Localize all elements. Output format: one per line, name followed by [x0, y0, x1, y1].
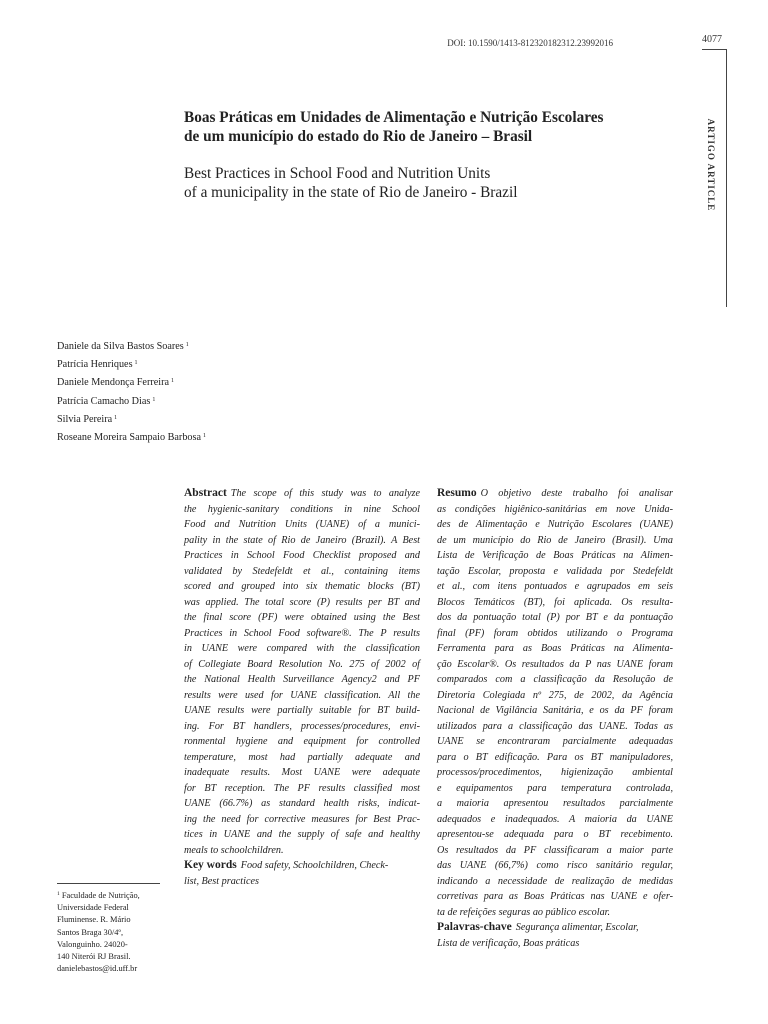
resumo-text: dos da pontuação total (P) por BT e da pontuação	[437, 612, 673, 623]
resumo-text: processos/procedimentos, higienização ambiental	[437, 767, 673, 778]
resumo-text: et al., com itens pontuados e agrupados em seis	[437, 581, 673, 592]
resumo-line	[437, 672, 673, 688]
resumo-keywords-label: Palavras-chave	[437, 921, 512, 933]
abstract-line	[184, 486, 420, 502]
header-rule-vertical	[726, 49, 727, 307]
resumo-text: indicando a necessidade de realização de medidas	[437, 875, 673, 887]
abstract-text: Practices in School Food Checklist proposed and	[184, 550, 420, 561]
abstract-line	[184, 502, 420, 518]
title-english	[184, 164, 634, 202]
title-en-line: Best Practices in School Food and Nutrition Units	[184, 165, 491, 182]
affiliation-marker: 1	[57, 891, 60, 897]
title-portuguese	[184, 108, 634, 146]
resumo-text: corretivas para as Boas Práticas nas UANE e ofer-	[437, 891, 673, 902]
resumo-section	[437, 486, 673, 951]
abstract-text: of Collegiate Board Resolution No. 275 of 2002 of	[184, 658, 420, 670]
author-name: Patrícia Henriques	[57, 359, 133, 371]
affiliation-text: 140 Niterói RJ Brasil.	[57, 952, 131, 962]
resumo-line	[437, 533, 673, 549]
resumo-line	[437, 843, 673, 859]
resumo-text: das UANE (66,7%) como risco sanitário regular,	[437, 860, 673, 871]
abstract-text: meals to schoolchildren.	[184, 844, 284, 856]
author-name: Daniele da Silva Bastos Soares	[57, 341, 184, 352]
abstract-text: pality in the state of Rio de Janeiro (Brazil). A Best	[184, 534, 420, 546]
header-rule-horizontal	[702, 49, 726, 50]
abstract-text: ing the need for corrective measures for Best Prac-	[184, 813, 420, 825]
abstract-text: the hygienic-sanitary conditions in nine School	[184, 503, 420, 515]
resumo-line	[437, 889, 673, 905]
resumo-text: Diretoria Colegiada nº 275, de 2002, da Agência	[437, 689, 673, 701]
resumo-text: des de Alimentação e Nutrição Escolares (UANE)	[437, 519, 673, 530]
resumo-text: as condições higiênico-sanitárias em nove Unida-	[437, 503, 673, 515]
resumo-text: apresentou-se adequada para o BT recebimento.	[437, 829, 673, 840]
resumo-line	[437, 781, 673, 797]
author	[57, 410, 357, 428]
affiliation-text: danielebastos@id.uff.br	[57, 964, 138, 974]
abstract-text: validated by Stedefeldt et al., containing items	[184, 565, 420, 577]
resumo-text: e equipamentos para temperatura controlada,	[437, 782, 673, 794]
title-en-line: of a municipality in the state of Rio de Janeiro - Brazil	[184, 184, 518, 201]
resumo-line	[437, 517, 673, 533]
abstract-text: The scope of this study was to analyze	[230, 488, 420, 499]
resumo-label: Resumo	[437, 487, 477, 499]
abstract-text: ronmental hygiene and equipment for controlled	[184, 736, 420, 747]
author	[57, 392, 357, 410]
abstract-line	[184, 533, 420, 549]
abstract-line	[184, 796, 420, 812]
abstract-line	[184, 750, 420, 766]
author-affiliation-marker: 1	[152, 396, 156, 403]
resumo-text: Ferramenta para as Boas Práticas na Alimenta-	[437, 643, 673, 654]
resumo-line	[437, 502, 673, 518]
resumo-text: adequados e inadequados. A maioria da UANE	[437, 813, 673, 825]
abstract-text: tices in UANE and the supply of safe and healthy	[184, 829, 420, 840]
resumo-line	[437, 579, 673, 595]
abstract-line	[184, 688, 420, 704]
resumo-line	[437, 874, 673, 890]
affiliation-line	[57, 963, 165, 975]
resumo-text: O objetivo deste trabalho foi analisar	[480, 488, 673, 499]
resumo-keywords-text: Segurança alimentar, Escolar,	[515, 922, 639, 933]
title-pt-line: de um município do estado do Rio de Janeiro – Brasil	[184, 128, 533, 145]
resumo-text: Lista de Verificação de Boas Práticas na Alimen-	[437, 550, 673, 561]
affiliation-line	[57, 914, 165, 926]
abstract-text: for BT reception. The PF results classified most	[184, 782, 420, 794]
abstract-label: Abstract	[184, 487, 227, 499]
abstract-line	[184, 548, 420, 564]
abstract-line	[184, 641, 420, 657]
resumo-line	[437, 626, 673, 642]
affiliation-text: Universidade Federal	[57, 903, 129, 913]
abstract-keywords-text: Food safety, Schoolchildren, Check-	[240, 860, 389, 871]
resumo-line	[437, 858, 673, 874]
resumo-text: ta de refeições seguras ao público escolar.	[437, 906, 611, 918]
author-name: Daniele Mendonça Ferreira	[57, 377, 170, 389]
page-number: 4077	[702, 34, 722, 45]
abstract-line	[184, 812, 420, 828]
resumo-text: tação Escolar, proposta e validada por Stedefeldt	[437, 565, 673, 577]
resumo-line	[437, 812, 673, 828]
title-pt-line: Boas Práticas em Unidades de Alimentação e Nutrição Escolares	[184, 109, 604, 126]
doi: DOI: 10.1590/1413-812320182312.23992016	[447, 38, 613, 48]
resumo-line	[437, 688, 673, 704]
abstract-line	[184, 595, 420, 611]
abstract-line	[184, 781, 420, 797]
author-affiliation-marker: 1	[185, 342, 189, 348]
abstract-text: ing. For BT handlers, processes/procedures, envi-	[184, 720, 420, 732]
author-affiliation-marker: 1	[114, 414, 118, 421]
resumo-line	[437, 548, 673, 564]
abstract-line	[184, 765, 420, 781]
resumo-text: final (PF) foram obtidos utilizando o Programa	[437, 627, 673, 639]
author	[57, 373, 357, 391]
abstract-line	[184, 517, 420, 533]
author-affiliation-marker: 1	[134, 360, 138, 367]
affiliation-text: Faculdade de Nutrição,	[61, 891, 140, 900]
resumo-line	[437, 765, 673, 781]
abstract-line	[184, 657, 420, 673]
resumo-line	[437, 657, 673, 673]
abstract-line	[184, 626, 420, 642]
resumo-line	[437, 719, 673, 735]
resumo-line	[437, 486, 673, 502]
resumo-text: UANE se encontraram parcialmente adequadas	[437, 736, 673, 747]
abstract-text: results were used for UANE classification. All the	[184, 689, 420, 701]
resumo-line	[437, 641, 673, 657]
abstract-text: temperature, most had partially adequate and	[184, 751, 420, 763]
resumo-line	[437, 734, 673, 750]
abstract-text: Practices in School Food software®. The P results	[184, 627, 420, 639]
abstract-text: UANE (66.7%) as standard health risks, indicat-	[184, 798, 420, 809]
abstract-text: scored and grouped into six thematic blocks (BT)	[184, 581, 420, 592]
resumo-text: Os resultados da PF classificaram a maior parte	[437, 844, 673, 856]
abstract-line	[184, 734, 420, 750]
resumo-line	[437, 827, 673, 843]
affiliation-note	[57, 888, 165, 975]
affiliation-line	[57, 951, 165, 963]
abstract-keywords-line	[184, 858, 420, 874]
affiliation-rule	[57, 883, 160, 884]
affiliation-line	[57, 902, 165, 914]
affiliation-line	[57, 888, 165, 902]
abstract-keywords-label: Key words	[184, 859, 237, 871]
abstract-text: was applied. The total score (P) results per BT and	[184, 596, 420, 608]
abstract-line	[184, 843, 420, 859]
abstract-line	[184, 827, 420, 843]
resumo-text: utilizados para a classificação das UANE. Todas as	[437, 720, 673, 732]
resumo-line	[437, 564, 673, 580]
abstract-line	[184, 610, 420, 626]
resumo-line	[437, 595, 673, 611]
resumo-text: comparados com a classificação da Resolução de	[437, 674, 673, 685]
abstract-line	[184, 564, 420, 580]
abstract-text: UANE results were partially suitable for BT build-	[184, 705, 420, 716]
affiliation-line	[57, 927, 165, 939]
author-list	[57, 337, 357, 446]
resumo-text: ção Escolar®. Os resultados da P nas UANE foram	[437, 658, 673, 670]
abstract-text: inadequate results. Most UANE were adequate	[184, 767, 420, 778]
resumo-line	[437, 796, 673, 812]
resumo-text: para o BT edificação. Para os BT manipuladores,	[437, 751, 673, 763]
abstract-text: in UANE were compared with the classification	[184, 643, 420, 654]
abstract-text: Food and Nutrition Units (UANE) of a munici-	[184, 519, 420, 530]
resumo-keywords-line	[437, 920, 673, 936]
abstract-keywords-line	[184, 874, 420, 890]
affiliation-text: Fluminense. R. Mário	[57, 915, 131, 925]
author	[57, 428, 357, 446]
abstract-text: the National Health Surveillance Agency2 and PF	[184, 674, 420, 685]
author-affiliation-marker: 1	[203, 433, 206, 440]
abstract-keywords-text: list, Best practices	[184, 875, 259, 887]
abstract-line	[184, 579, 420, 595]
author-name: Patrícia Camacho Dias	[57, 395, 151, 407]
resumo-text: Nacional de Vigilância Sanitária, e os da PF foram	[437, 705, 673, 716]
abstract-text: the final score (PF) were obtained using the Best	[184, 612, 420, 623]
author-name: Roseane Moreira Sampaio Barbosa	[57, 432, 201, 444]
affiliation-text: Valonguinho. 24020-	[57, 939, 128, 949]
resumo-text: de um município do Rio de Janeiro (Brasil). Uma	[437, 534, 673, 546]
author	[57, 337, 357, 355]
resumo-line	[437, 703, 673, 719]
affiliation-line	[57, 939, 165, 951]
abstract-line	[184, 672, 420, 688]
abstract-section	[184, 486, 420, 889]
author-affiliation-marker: 1	[171, 378, 175, 385]
resumo-keywords-line	[437, 936, 673, 952]
author-name: Silvia Pereira	[57, 413, 113, 425]
resumo-line	[437, 905, 673, 921]
article-type-label: ARTIGO ARTICLE	[706, 118, 716, 212]
author	[57, 355, 357, 373]
resumo-line	[437, 610, 673, 626]
resumo-text: Blocos Temáticos (BT), foi aplicada. Os resulta-	[437, 596, 673, 608]
resumo-text: a maioria apresentou resultados parcialmente	[437, 798, 673, 809]
affiliation-text: Santos Braga 30/4º,	[57, 927, 124, 937]
resumo-keywords-text: Lista de verificação, Boas práticas	[437, 937, 580, 949]
abstract-line	[184, 703, 420, 719]
abstract-line	[184, 719, 420, 735]
resumo-line	[437, 750, 673, 766]
